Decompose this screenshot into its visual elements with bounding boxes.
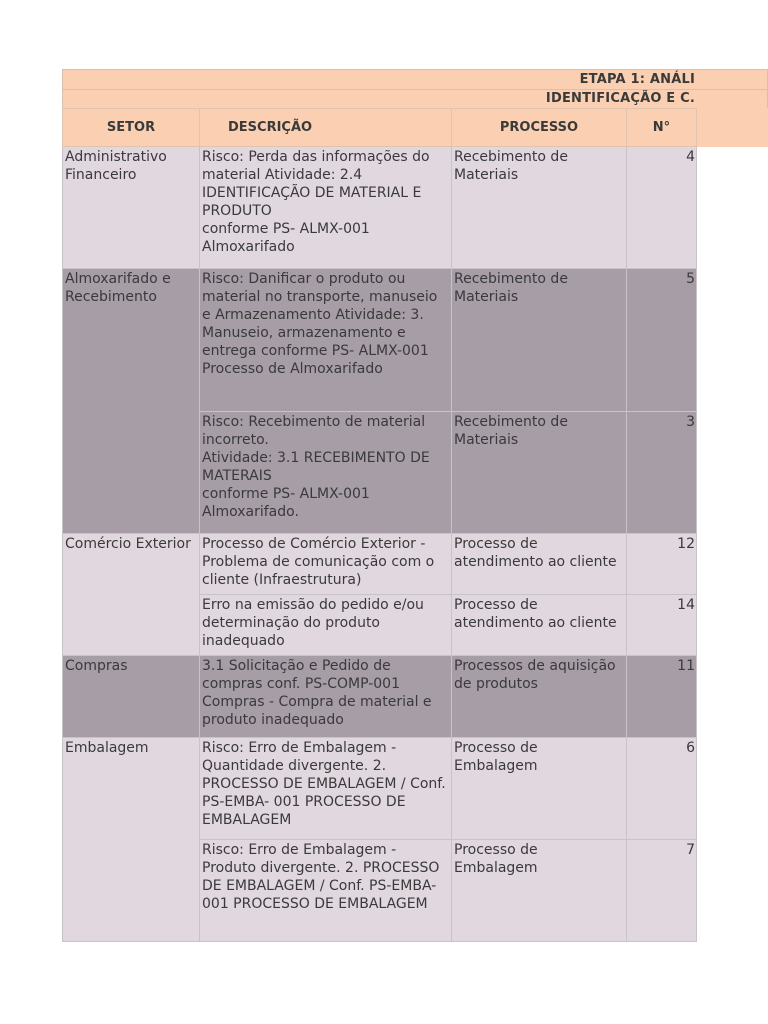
title-band-2 <box>62 89 768 109</box>
numero-cell[interactable]: 5 <box>627 269 697 412</box>
descricao-cell[interactable]: Erro na emissão do pedido e/ou determinação do produto inadequado <box>200 595 452 656</box>
processo-cell[interactable]: Processo de Embalagem <box>452 738 627 840</box>
column-header-numero: N° <box>627 109 697 147</box>
setor-cell[interactable]: Embalagem <box>63 738 200 942</box>
setor-cell[interactable]: Almoxarifado e Recebimento <box>63 269 200 534</box>
title-band-1 <box>62 69 768 90</box>
processo-cell[interactable]: Processo de atendimento ao cliente <box>452 534 627 595</box>
processo-cell[interactable]: Recebimento de Materiais <box>452 269 627 412</box>
table-header-row <box>63 109 697 147</box>
numero-cell[interactable]: 6 <box>627 738 697 840</box>
processo-cell[interactable]: Recebimento de Materiais <box>452 147 627 269</box>
table-row <box>63 147 697 269</box>
setor-cell[interactable]: Comércio Exterior <box>63 534 200 656</box>
descricao-cell[interactable]: 3.1 Solicitação e Pedido de compras conf. PS-COMP-001 Compras - Compra de material e produto inadequado <box>200 656 452 738</box>
table-row <box>63 534 697 595</box>
numero-cell[interactable]: 12 <box>627 534 697 595</box>
numero-cell[interactable]: 7 <box>627 840 697 942</box>
numero-cell[interactable]: 11 <box>627 656 697 738</box>
processo-cell[interactable]: Processo de atendimento ao cliente <box>452 595 627 656</box>
stage-subtitle: IDENTIFICAÇÃO E C. <box>545 91 695 106</box>
risk-table <box>62 108 697 942</box>
processo-cell[interactable]: Processo de Embalagem <box>452 840 627 942</box>
descricao-cell[interactable]: Risco: Danificar o produto ou material no transporte, manuseio e Armazenamento Atividade: 3. Manuseio, armazenamento e entrega conforme PS- ALMX-001 Processo de Almoxarifado <box>200 269 452 412</box>
table-row <box>63 738 697 840</box>
setor-cell[interactable]: Compras <box>63 656 200 738</box>
processo-cell[interactable]: Recebimento de Materiais <box>452 412 627 534</box>
column-header-descricao: DESCRIÇÃO <box>200 109 452 147</box>
table-row <box>63 656 697 738</box>
descricao-cell[interactable]: Processo de Comércio Exterior - Problema de comunicação com o cliente (Infraestrutura) <box>200 534 452 595</box>
descricao-cell[interactable]: Risco: Perda das informações do material Atividade: 2.4 IDENTIFICAÇÃO DE MATERIAL E PRODUTO conforme PS- ALMX-001 Almoxarifado <box>200 147 452 269</box>
header-extension <box>695 108 768 147</box>
column-header-setor: SETOR <box>63 109 200 147</box>
setor-cell[interactable]: Administrativo Financeiro <box>63 147 200 269</box>
numero-cell[interactable]: 14 <box>627 595 697 656</box>
descricao-cell[interactable]: Risco: Recebimento de material incorreto. Atividade: 3.1 RECEBIMENTO DE MATERAIS conforme PS- ALMX-001 Almoxarifado. <box>200 412 452 534</box>
stage-title: ETAPA 1: ANÁLI <box>579 72 695 87</box>
numero-cell[interactable]: 3 <box>627 412 697 534</box>
descricao-cell[interactable]: Risco: Erro de Embalagem - Produto divergente. 2. PROCESSO DE EMBALAGEM / Conf. PS-EMBA- 001 PROCESSO DE EMBALAGEM <box>200 840 452 942</box>
descricao-cell[interactable]: Risco: Erro de Embalagem - Quantidade divergente. 2. PROCESSO DE EMBALAGEM / Conf. PS-EMBA- 001 PROCESSO DE EMBALAGEM <box>200 738 452 840</box>
numero-cell[interactable]: 4 <box>627 147 697 269</box>
processo-cell[interactable]: Processos de aquisição de produtos <box>452 656 627 738</box>
column-header-processo: PROCESSO <box>452 109 627 147</box>
table-row <box>63 269 697 412</box>
